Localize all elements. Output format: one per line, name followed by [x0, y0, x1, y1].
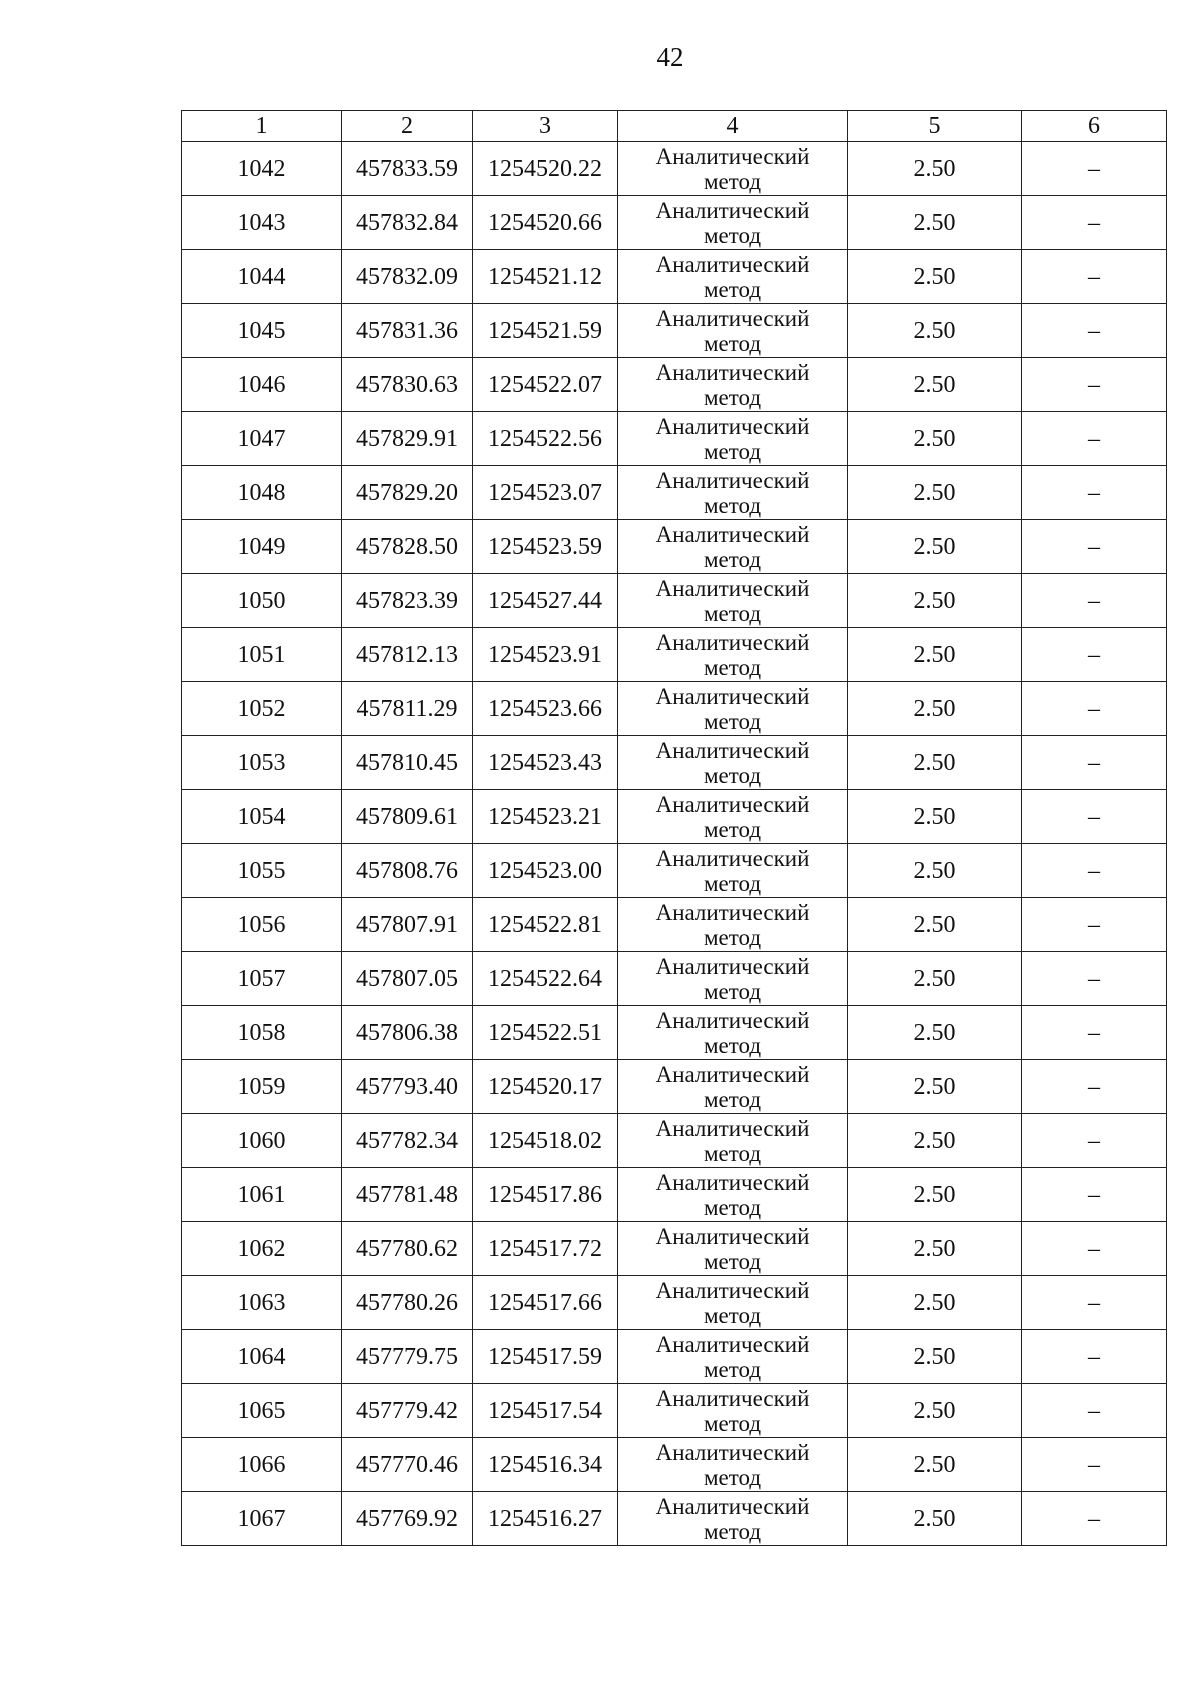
accuracy-cell: 2.50 — [848, 1222, 1022, 1276]
method-cell — [618, 1060, 848, 1114]
method-line-2: метод — [703, 1518, 762, 1544]
method-line-2: метод — [703, 1140, 762, 1166]
accuracy-cell: 2.50 — [848, 1438, 1022, 1492]
point-number-cell: 1064 — [182, 1330, 342, 1384]
x-coordinate-cell: 457781.48 — [342, 1168, 473, 1222]
table-row — [182, 682, 1167, 736]
accuracy-cell: 2.50 — [848, 1114, 1022, 1168]
table-row — [182, 412, 1167, 466]
table-row — [182, 952, 1167, 1006]
point-number-cell: 1047 — [182, 412, 342, 466]
y-coordinate-cell: 1254522.51 — [473, 1006, 618, 1060]
note-cell: – — [1022, 412, 1167, 466]
accuracy-cell: 2.50 — [848, 1168, 1022, 1222]
method-line-1: Аналитический — [655, 467, 810, 493]
method-line-1: Аналитический — [655, 845, 810, 871]
x-coordinate-cell: 457829.20 — [342, 466, 473, 520]
x-coordinate-cell: 457832.84 — [342, 196, 473, 250]
page-number: 42 — [656, 42, 684, 72]
y-coordinate-cell: 1254523.59 — [473, 520, 618, 574]
x-coordinate-cell: 457806.38 — [342, 1006, 473, 1060]
method-line-1: Аналитический — [655, 413, 810, 439]
column-header-4: 4 — [618, 111, 848, 142]
table-row — [182, 1330, 1167, 1384]
accuracy-cell: 2.50 — [848, 574, 1022, 628]
note-cell: – — [1022, 1330, 1167, 1384]
method-line-1: Аналитический — [655, 953, 810, 979]
method-line-2: метод — [703, 438, 762, 464]
note-cell: – — [1022, 142, 1167, 196]
x-coordinate-cell: 457808.76 — [342, 844, 473, 898]
y-coordinate-cell: 1254523.07 — [473, 466, 618, 520]
method-cell — [618, 682, 848, 736]
method-line-2: метод — [703, 1356, 762, 1382]
method-cell — [618, 142, 848, 196]
y-coordinate-cell: 1254522.07 — [473, 358, 618, 412]
method-cell — [618, 466, 848, 520]
accuracy-cell: 2.50 — [848, 1276, 1022, 1330]
method-line-2: метод — [703, 816, 762, 842]
y-coordinate-cell: 1254517.72 — [473, 1222, 618, 1276]
point-number-cell: 1058 — [182, 1006, 342, 1060]
method-line-1: Аналитический — [655, 1385, 810, 1411]
note-cell: – — [1022, 1060, 1167, 1114]
y-coordinate-cell: 1254517.59 — [473, 1330, 618, 1384]
method-line-2: метод — [703, 600, 762, 626]
table-row — [182, 1006, 1167, 1060]
column-header-2: 2 — [342, 111, 473, 142]
note-cell: – — [1022, 1114, 1167, 1168]
method-line-1: Аналитический — [655, 521, 810, 547]
method-line-1: Аналитический — [655, 1007, 810, 1033]
x-coordinate-cell: 457780.62 — [342, 1222, 473, 1276]
y-coordinate-cell: 1254520.17 — [473, 1060, 618, 1114]
note-cell: – — [1022, 250, 1167, 304]
method-cell — [618, 1006, 848, 1060]
x-coordinate-cell: 457812.13 — [342, 628, 473, 682]
table-row — [182, 1384, 1167, 1438]
y-coordinate-cell: 1254520.22 — [473, 142, 618, 196]
method-line-2: метод — [703, 870, 762, 896]
method-cell — [618, 304, 848, 358]
note-cell: – — [1022, 1168, 1167, 1222]
method-line-1: Аналитический — [655, 1277, 810, 1303]
method-cell — [618, 1276, 848, 1330]
note-cell: – — [1022, 1492, 1167, 1546]
y-coordinate-cell: 1254517.86 — [473, 1168, 618, 1222]
note-cell: – — [1022, 1006, 1167, 1060]
note-cell: – — [1022, 790, 1167, 844]
method-cell — [618, 844, 848, 898]
table-row — [182, 250, 1167, 304]
method-cell — [618, 520, 848, 574]
method-line-1: Аналитический — [655, 1223, 810, 1249]
table-row — [182, 1114, 1167, 1168]
table-row — [182, 898, 1167, 952]
column-header-1: 1 — [182, 111, 342, 142]
method-cell — [618, 1438, 848, 1492]
table-row — [182, 574, 1167, 628]
table-row — [182, 844, 1167, 898]
x-coordinate-cell: 457807.05 — [342, 952, 473, 1006]
table-row — [182, 628, 1167, 682]
note-cell: – — [1022, 952, 1167, 1006]
x-coordinate-cell: 457809.61 — [342, 790, 473, 844]
x-coordinate-cell: 457831.36 — [342, 304, 473, 358]
note-cell: – — [1022, 520, 1167, 574]
y-coordinate-cell: 1254522.56 — [473, 412, 618, 466]
coordinates-table — [181, 110, 1167, 1546]
method-cell — [618, 196, 848, 250]
point-number-cell: 1052 — [182, 682, 342, 736]
y-coordinate-cell: 1254516.34 — [473, 1438, 618, 1492]
table-row — [182, 1222, 1167, 1276]
y-coordinate-cell: 1254521.59 — [473, 304, 618, 358]
accuracy-cell: 2.50 — [848, 790, 1022, 844]
y-coordinate-cell: 1254522.81 — [473, 898, 618, 952]
note-cell: – — [1022, 682, 1167, 736]
method-line-2: метод — [703, 1194, 762, 1220]
note-cell: – — [1022, 466, 1167, 520]
method-line-1: Аналитический — [655, 737, 810, 763]
point-number-cell: 1066 — [182, 1438, 342, 1492]
method-line-2: метод — [703, 222, 762, 248]
point-number-cell: 1062 — [182, 1222, 342, 1276]
method-cell — [618, 412, 848, 466]
method-cell — [618, 250, 848, 304]
point-number-cell: 1053 — [182, 736, 342, 790]
header-row — [182, 111, 1167, 142]
y-coordinate-cell: 1254523.21 — [473, 790, 618, 844]
table-row — [182, 1438, 1167, 1492]
note-cell: – — [1022, 1276, 1167, 1330]
method-cell — [618, 1222, 848, 1276]
accuracy-cell: 2.50 — [848, 1060, 1022, 1114]
y-coordinate-cell: 1254520.66 — [473, 196, 618, 250]
method-line-1: Аналитический — [655, 251, 810, 277]
note-cell: – — [1022, 1384, 1167, 1438]
accuracy-cell: 2.50 — [848, 358, 1022, 412]
point-number-cell: 1045 — [182, 304, 342, 358]
accuracy-cell: 2.50 — [848, 1384, 1022, 1438]
table-row — [182, 196, 1167, 250]
y-coordinate-cell: 1254517.66 — [473, 1276, 618, 1330]
method-line-2: метод — [703, 708, 762, 734]
table-row — [182, 1060, 1167, 1114]
method-line-2: метод — [703, 384, 762, 410]
method-line-2: метод — [703, 1248, 762, 1274]
method-line-2: метод — [703, 330, 762, 356]
method-cell — [618, 736, 848, 790]
method-cell — [618, 1114, 848, 1168]
note-cell: – — [1022, 196, 1167, 250]
point-number-cell: 1044 — [182, 250, 342, 304]
point-number-cell: 1046 — [182, 358, 342, 412]
table-header — [182, 111, 1167, 142]
method-line-1: Аналитический — [655, 1331, 810, 1357]
y-coordinate-cell: 1254523.91 — [473, 628, 618, 682]
method-line-1: Аналитический — [655, 1493, 810, 1519]
method-line-2: метод — [703, 1032, 762, 1058]
x-coordinate-cell: 457769.92 — [342, 1492, 473, 1546]
y-coordinate-cell: 1254523.66 — [473, 682, 618, 736]
point-number-cell: 1048 — [182, 466, 342, 520]
table-row — [182, 736, 1167, 790]
table-row — [182, 790, 1167, 844]
method-cell — [618, 1384, 848, 1438]
column-header-6: 6 — [1022, 111, 1167, 142]
method-cell — [618, 628, 848, 682]
y-coordinate-cell: 1254522.64 — [473, 952, 618, 1006]
note-cell: – — [1022, 628, 1167, 682]
x-coordinate-cell: 457770.46 — [342, 1438, 473, 1492]
table-row — [182, 304, 1167, 358]
method-cell — [618, 790, 848, 844]
x-coordinate-cell: 457833.59 — [342, 142, 473, 196]
method-line-1: Аналитический — [655, 1061, 810, 1087]
method-line-2: метод — [703, 762, 762, 788]
method-cell — [618, 1492, 848, 1546]
point-number-cell: 1049 — [182, 520, 342, 574]
y-coordinate-cell: 1254523.00 — [473, 844, 618, 898]
method-line-1: Аналитический — [655, 1115, 810, 1141]
note-cell: – — [1022, 304, 1167, 358]
x-coordinate-cell: 457823.39 — [342, 574, 473, 628]
point-number-cell: 1057 — [182, 952, 342, 1006]
column-header-5: 5 — [848, 111, 1022, 142]
table-body — [182, 142, 1167, 1546]
accuracy-cell: 2.50 — [848, 196, 1022, 250]
method-cell — [618, 358, 848, 412]
point-number-cell: 1054 — [182, 790, 342, 844]
method-cell — [618, 952, 848, 1006]
note-cell: – — [1022, 898, 1167, 952]
table-row — [182, 1492, 1167, 1546]
point-number-cell: 1042 — [182, 142, 342, 196]
point-number-cell: 1063 — [182, 1276, 342, 1330]
point-number-cell: 1059 — [182, 1060, 342, 1114]
note-cell: – — [1022, 358, 1167, 412]
x-coordinate-cell: 457828.50 — [342, 520, 473, 574]
accuracy-cell: 2.50 — [848, 250, 1022, 304]
point-number-cell: 1061 — [182, 1168, 342, 1222]
method-line-2: метод — [703, 1410, 762, 1436]
point-number-cell: 1056 — [182, 898, 342, 952]
x-coordinate-cell: 457832.09 — [342, 250, 473, 304]
x-coordinate-cell: 457793.40 — [342, 1060, 473, 1114]
accuracy-cell: 2.50 — [848, 142, 1022, 196]
accuracy-cell: 2.50 — [848, 1006, 1022, 1060]
method-line-1: Аналитический — [655, 683, 810, 709]
note-cell: – — [1022, 844, 1167, 898]
y-coordinate-cell: 1254523.43 — [473, 736, 618, 790]
y-coordinate-cell: 1254516.27 — [473, 1492, 618, 1546]
point-number-cell: 1060 — [182, 1114, 342, 1168]
method-line-1: Аналитический — [655, 791, 810, 817]
x-coordinate-cell: 457830.63 — [342, 358, 473, 412]
x-coordinate-cell: 457780.26 — [342, 1276, 473, 1330]
x-coordinate-cell: 457807.91 — [342, 898, 473, 952]
accuracy-cell: 2.50 — [848, 1492, 1022, 1546]
method-line-2: метод — [703, 546, 762, 572]
point-number-cell: 1050 — [182, 574, 342, 628]
y-coordinate-cell: 1254518.02 — [473, 1114, 618, 1168]
table-row — [182, 1276, 1167, 1330]
method-line-2: метод — [703, 654, 762, 680]
x-coordinate-cell: 457829.91 — [342, 412, 473, 466]
accuracy-cell: 2.50 — [848, 952, 1022, 1006]
note-cell: – — [1022, 1438, 1167, 1492]
method-line-1: Аналитический — [655, 629, 810, 655]
y-coordinate-cell: 1254521.12 — [473, 250, 618, 304]
method-line-2: метод — [703, 492, 762, 518]
accuracy-cell: 2.50 — [848, 412, 1022, 466]
accuracy-cell: 2.50 — [848, 844, 1022, 898]
accuracy-cell: 2.50 — [848, 682, 1022, 736]
x-coordinate-cell: 457810.45 — [342, 736, 473, 790]
coordinates-table-wrapper — [181, 110, 1166, 1546]
method-cell — [618, 1168, 848, 1222]
accuracy-cell: 2.50 — [848, 1330, 1022, 1384]
table-row — [182, 142, 1167, 196]
table-row — [182, 520, 1167, 574]
x-coordinate-cell: 457811.29 — [342, 682, 473, 736]
method-line-2: метод — [703, 1086, 762, 1112]
note-cell: – — [1022, 736, 1167, 790]
note-cell: – — [1022, 574, 1167, 628]
table-row — [182, 466, 1167, 520]
method-line-1: Аналитический — [655, 899, 810, 925]
method-line-2: метод — [703, 1302, 762, 1328]
method-cell — [618, 1330, 848, 1384]
point-number-cell: 1055 — [182, 844, 342, 898]
x-coordinate-cell: 457779.42 — [342, 1384, 473, 1438]
method-line-1: Аналитический — [655, 143, 810, 169]
method-line-2: метод — [703, 276, 762, 302]
method-line-2: метод — [703, 978, 762, 1004]
accuracy-cell: 2.50 — [848, 466, 1022, 520]
column-header-3: 3 — [473, 111, 618, 142]
method-line-1: Аналитический — [655, 575, 810, 601]
point-number-cell: 1067 — [182, 1492, 342, 1546]
point-number-cell: 1043 — [182, 196, 342, 250]
x-coordinate-cell: 457782.34 — [342, 1114, 473, 1168]
method-cell — [618, 898, 848, 952]
accuracy-cell: 2.50 — [848, 520, 1022, 574]
method-line-1: Аналитический — [655, 359, 810, 385]
x-coordinate-cell: 457779.75 — [342, 1330, 473, 1384]
y-coordinate-cell: 1254527.44 — [473, 574, 618, 628]
table-row — [182, 1168, 1167, 1222]
method-line-1: Аналитический — [655, 1169, 810, 1195]
method-line-2: метод — [703, 168, 762, 194]
method-line-1: Аналитический — [655, 305, 810, 331]
method-line-2: метод — [703, 924, 762, 950]
note-cell: – — [1022, 1222, 1167, 1276]
method-cell — [618, 574, 848, 628]
table-row — [182, 358, 1167, 412]
point-number-cell: 1051 — [182, 628, 342, 682]
accuracy-cell: 2.50 — [848, 898, 1022, 952]
method-line-2: метод — [703, 1464, 762, 1490]
method-line-1: Аналитический — [655, 1439, 810, 1465]
accuracy-cell: 2.50 — [848, 736, 1022, 790]
accuracy-cell: 2.50 — [848, 628, 1022, 682]
y-coordinate-cell: 1254517.54 — [473, 1384, 618, 1438]
method-line-1: Аналитический — [655, 197, 810, 223]
accuracy-cell: 2.50 — [848, 304, 1022, 358]
point-number-cell: 1065 — [182, 1384, 342, 1438]
